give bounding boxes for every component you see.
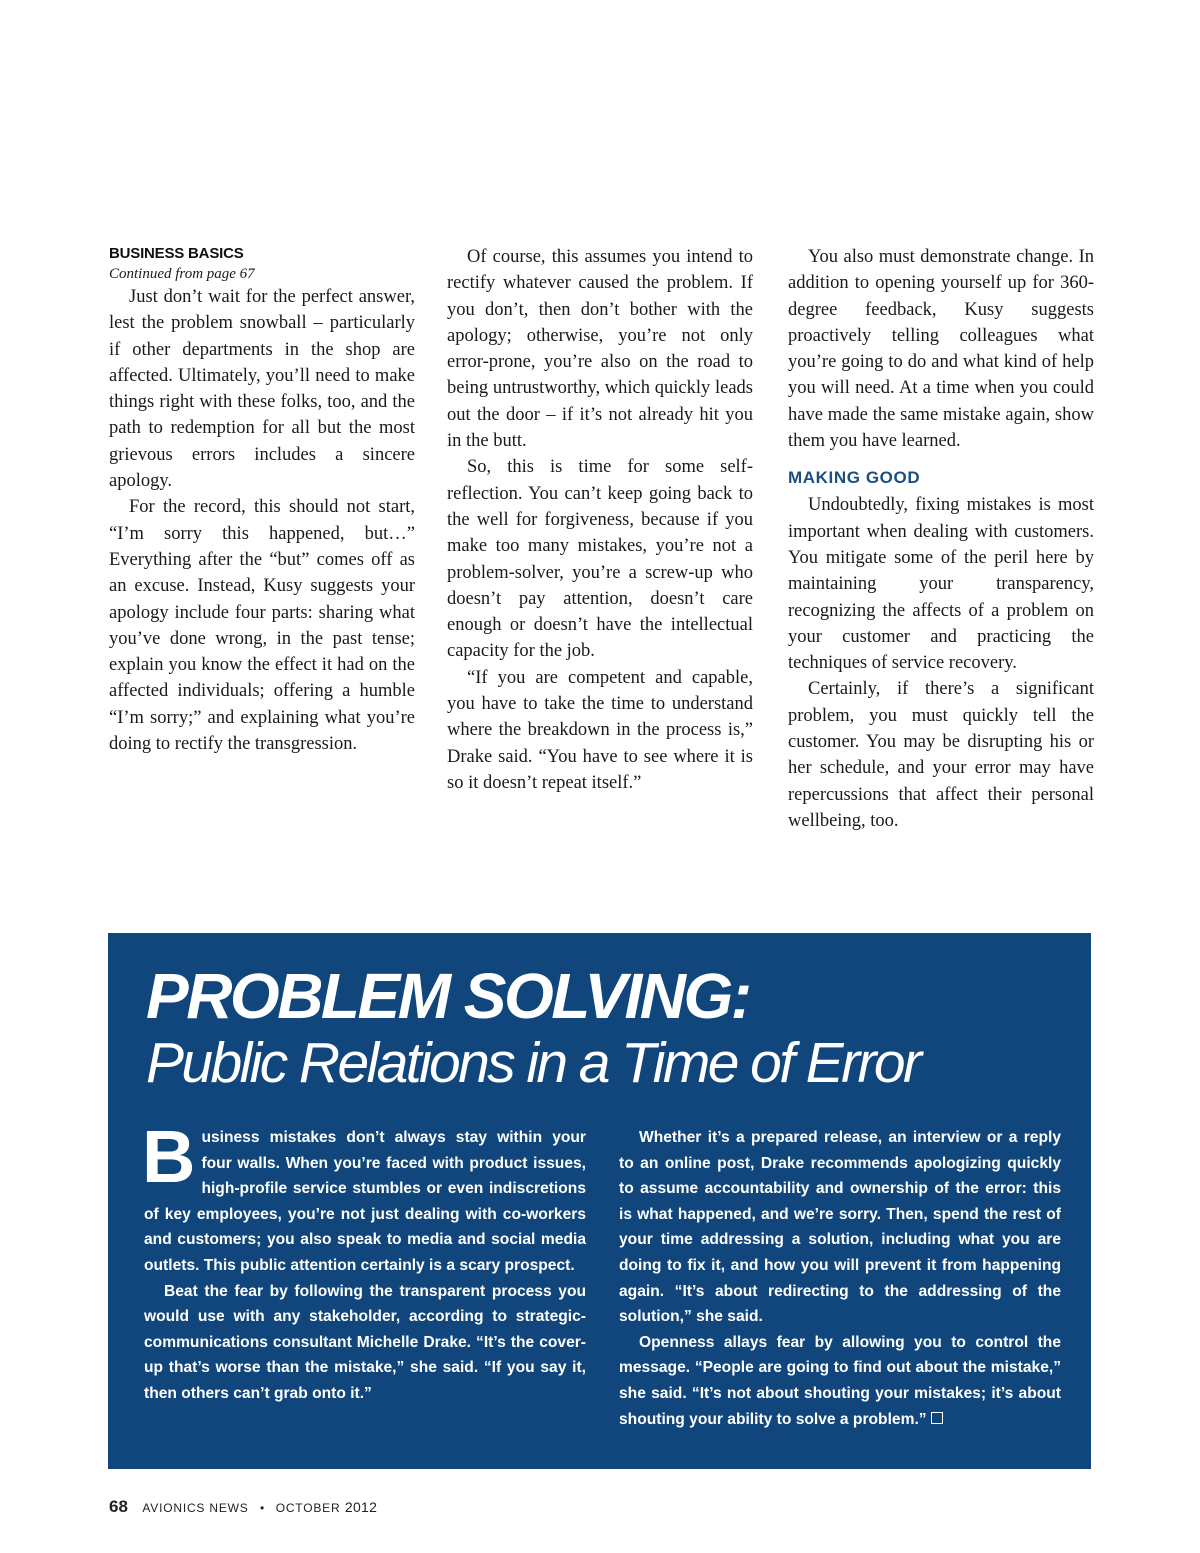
- sidebar-title: PROBLEM SOLVING:: [146, 960, 750, 1032]
- paragraph: Certainly, if there’s a significant problem, you must quickly tell the customer. You may be disrupting his or her schedule, and your error may have repercussions that affect their personal wellbeing, too.: [788, 679, 1094, 831]
- sidebar-column-2: [619, 1125, 1061, 1432]
- sidebar-box: [108, 933, 1091, 1469]
- paragraph: “If you are competent and capable, you have to take the time to understand where the breakdown in the process is,” Drake said. “You have to see where it is so it doesn’t repeat itself.”: [447, 667, 753, 793]
- section-label: BUSINESS BASICS: [109, 245, 244, 262]
- sidebar-paragraph: [619, 1330, 1061, 1432]
- page-number: 68: [109, 1497, 128, 1516]
- article-column-1: [109, 244, 415, 757]
- end-mark-icon: [931, 1412, 943, 1424]
- footer-separator: •: [260, 1501, 265, 1515]
- paragraph: For the record, this should not start, “I’m sorry this happened, but…” Everything after the “but” comes off as an excuse. Instead, Kusy suggests your apology include four parts: sharing what you’ve done wrong, in the past tense; explain you know the effect it had on the affected individuals; offering a humble “I’m sorry;” and explaining what you’re doing to rectify the transgression.: [109, 497, 415, 755]
- sidebar-paragraph: Whether it’s a prepared release, an interview or a reply to an online post, Drake recommends apologizing quickly to assume accountability and ownership of the error: this is what happened, and we’re sorry. Then, spend the rest of your time addressing a solution, including what you are doing to fix it, and how you will prevent it from happening again. “It’s about redirecting to the addressing of the solution,” she said.: [619, 1129, 1061, 1326]
- article-column-3: [788, 244, 1094, 834]
- continued-from: Continued from page 67: [109, 266, 255, 282]
- paragraph: You also must demonstrate change. In addition to opening yourself up for 360-degree feedback, Kusy suggests proactively telling colleagues what you’re going to do and what kind of help you will need. At a time when you could have made the same mistake again, show them you have learned.: [788, 247, 1094, 452]
- issue-month: OCTOBER: [275, 1501, 341, 1515]
- paragraph: Just don’t wait for the perfect answer, lest the problem snowball – particularly if other departments in the shop are affected. Ultimately, you’ll need to make things right with these folks, too, and the path to redemption for all but the most grievous errors includes a sincere apology.: [109, 287, 415, 492]
- sidebar-paragraph-text: usiness mistakes don’t always stay within your four walls. When you’re faced with product issues, high-profile service stumbles or even indiscretions of key employees, you’re not just dealing with co-workers and customers; you also speak to media and social media outlets. This public attention certainly is a scary prospect.: [144, 1129, 586, 1274]
- sidebar-paragraph-text: Openness allays fear by allowing you to control the message. “People are going to find out about the mistake,” she said. “It’s not about shouting your mistakes; it’s about shouting your ability to solve a problem.”: [619, 1333, 1061, 1428]
- subhead-making-good: MAKING GOOD: [788, 468, 921, 488]
- paragraph: So, this is time for some self-reflection. You can’t keep going back to the well for forgiveness, because if you make too many mistakes, you’re not a problem-solver, you’re a screw-up who doesn’t pay attention, doesn’t care enough or doesn’t have the intellectual capacity for the job.: [447, 457, 753, 662]
- paragraph: Of course, this assumes you intend to rectify whatever caused the problem. If you don’t, then don’t bother with the apology; otherwise, you’re not only error-prone, you’re also on the road to being untrustworthy, which quickly leads out the door – if it’s not already hit you in the butt.: [447, 247, 753, 452]
- article-column-2: [447, 244, 753, 796]
- sidebar-paragraph: [142, 1115, 586, 1279]
- sidebar-paragraph: Beat the fear by following the transparent process you would use with any stakeholder, according to strategic-communications consultant Michelle Drake. “It’s the cover-up that’s worse than the mistake,” she said. “If you say it, then others can’t grab onto it.”: [144, 1282, 586, 1402]
- paragraph: Undoubtedly, fixing mistakes is most important when dealing with customers. You mitigate some of the peril here by maintaining your transparency, recognizing the affects of a problem on your customer and practicing the techniques of service recovery.: [788, 495, 1094, 674]
- sidebar-column-1: [142, 1115, 586, 1407]
- issue-year: 2012: [344, 1499, 378, 1515]
- publication-name: AVIONICS NEWS: [142, 1501, 249, 1515]
- page-footer: [109, 1497, 377, 1517]
- sidebar-subtitle: Public Relations in a Time of Error: [146, 1031, 920, 1095]
- drop-cap: B: [142, 1115, 196, 1198]
